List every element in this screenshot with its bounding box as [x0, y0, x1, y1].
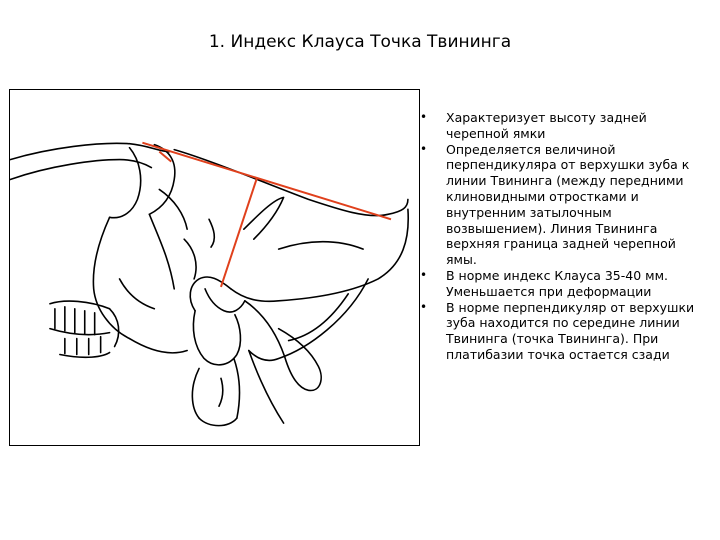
twining-line-group: [142, 143, 391, 287]
clinoid-marker: [159, 152, 171, 162]
slide-title: 1. Индекс Клауса Точка Твининга: [208, 32, 512, 52]
bullet-marker: •: [420, 110, 428, 124]
bullet-marker: •: [420, 141, 428, 156]
bullet-marker: •: [420, 267, 428, 282]
bullet-item: [418, 268, 708, 300]
skull-diagram: [9, 89, 420, 446]
klaus-perpendicular: [221, 179, 257, 287]
bullet-marker: •: [420, 299, 428, 314]
bullet-text: Характеризует высоту задней черепной ямки: [446, 110, 647, 141]
bullet-item: [418, 110, 708, 142]
bullet-list: [418, 110, 708, 363]
bullet-text: В норме индекс Клауса 35-40 мм. Уменьшается при деформации: [446, 267, 668, 299]
bullet-item: [418, 142, 708, 268]
bullet-text: В норме перпендикуляр от верхушки зуба находится по середине линии Твининга (точка Твининга). При платибазии точка остается сзади: [446, 299, 695, 362]
bullet-item: [418, 300, 708, 363]
skull-drawing: [10, 90, 419, 445]
anatomy-outline: [10, 143, 408, 425]
bullet-text: Определяется величиной перпендикуляра от верхушки зуба к линии Твининга (между передними клиновидными отростками и внутренним затылочным возвышением). Линия Твининга верхняя граница задней черепной ямы.: [446, 141, 690, 268]
